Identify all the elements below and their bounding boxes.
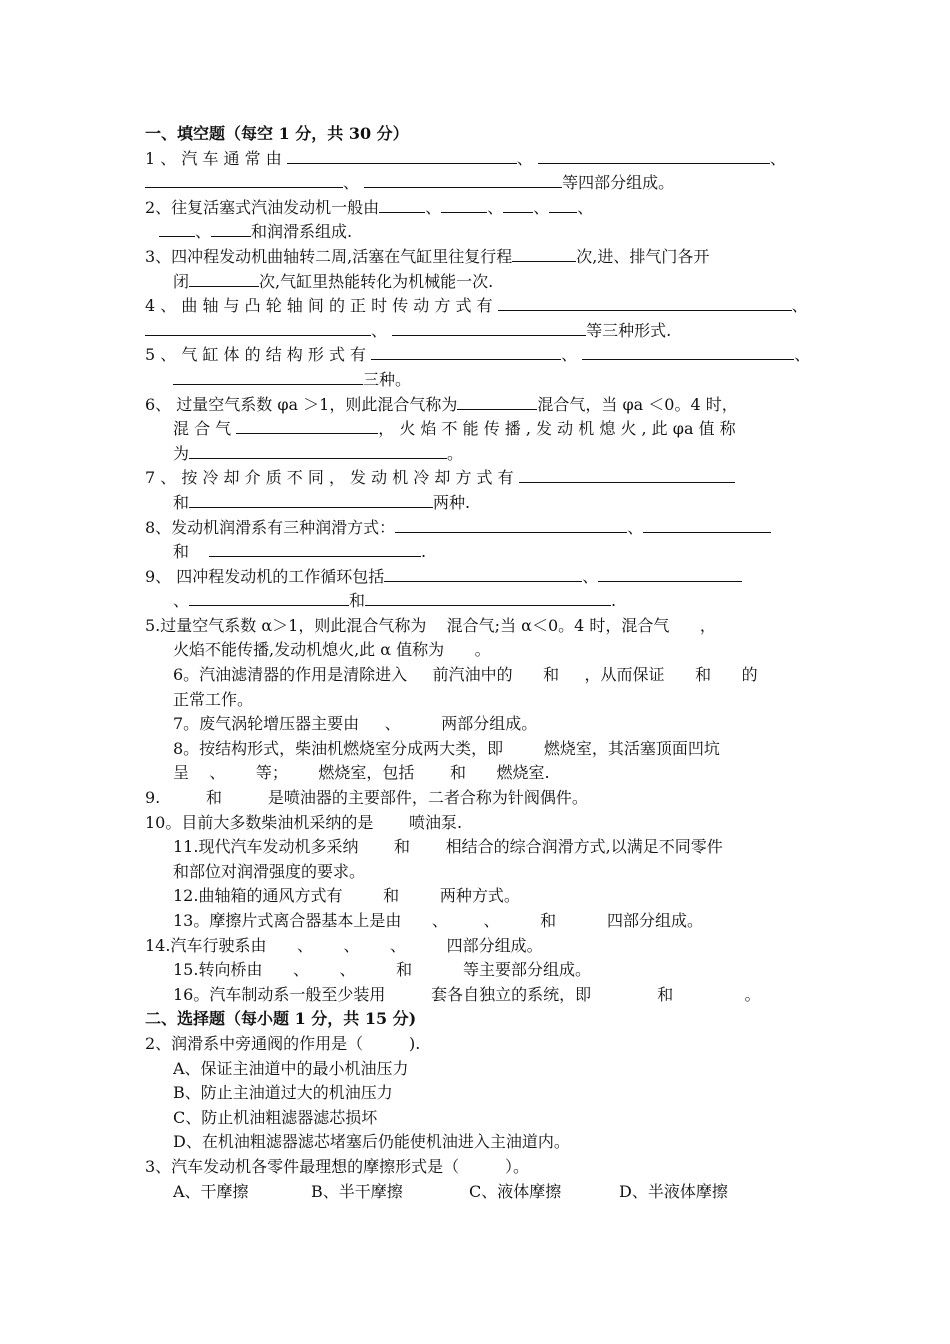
paragraph-11-line-2: 和部位对润滑强度的要求。 [173, 861, 366, 881]
blank[interactable] [457, 394, 537, 410]
question-4-text: 4 、 曲 轴 与 凸 轮 轴 间 的 正 时 传 动 方 式 有 [145, 296, 493, 316]
question-8-cont: 和 [173, 542, 190, 562]
paragraph-8-line-2: 呈 、 等； 燃烧室，包括 和 燃烧室. [173, 763, 550, 783]
separator: 、 [425, 197, 442, 217]
question-7-line-2 [145, 491, 825, 516]
paragraph-16: 16。汽车制动系一般至少装用 套各自独立的系统，即 和 。 [173, 984, 761, 1004]
separator: 、 [561, 345, 578, 365]
blank[interactable] [392, 320, 586, 336]
blank[interactable] [159, 221, 195, 237]
paragraph-6-line-2: 正常工作。 [173, 689, 254, 709]
paragraph-8-line-1: 8。按结构形式，柴油机燃烧室分成两大类，即 燃烧室，其活塞顶面凹坑 [173, 738, 720, 758]
question-2-line-1 [145, 196, 825, 221]
question-3-text: 3、四冲程发动机曲轴转二周,活塞在气缸里往复行程 [145, 246, 513, 266]
exam-page [145, 122, 825, 1204]
blank[interactable] [173, 369, 363, 385]
blank[interactable] [189, 492, 433, 508]
blank[interactable] [145, 172, 343, 188]
mc-question-2: 2、润滑系中旁通阀的作用是（ ). [145, 1033, 421, 1053]
paragraph-10: 10。目前大多数柴油机采纳的是 喷油泵. [145, 812, 463, 832]
mc-question-2-option-d: D、在机油粗滤器滤芯堵塞后仍能使机油进入主油道内。 [173, 1132, 570, 1152]
separator: 、 [173, 591, 190, 611]
question-8-line-1 [145, 516, 825, 541]
question-5-text: 5 、 气 缸 体 的 结 构 形 式 有 [145, 345, 367, 365]
question-4-tail: 等三种形式. [586, 320, 672, 340]
paragraph-15: 15.转向桥由 、 、 和 等主要部分组成。 [173, 960, 592, 980]
mc-question-3-option-d: D、半液体摩擦 [619, 1181, 728, 1201]
question-8-text: 8、发动机润滑系有三种润滑方式： [145, 517, 396, 537]
blank[interactable] [549, 197, 577, 213]
paragraph-7: 7。废气涡轮增压器主要由 、 两部分组成。 [173, 714, 538, 734]
blank[interactable] [211, 221, 251, 237]
mc-question-2-option-a: A、保证主油道中的最小机油压力 [173, 1058, 409, 1078]
question-9-line-1 [145, 565, 825, 590]
blank[interactable] [384, 566, 582, 582]
blank[interactable] [519, 467, 735, 483]
blank[interactable] [364, 172, 562, 188]
question-3-cont: 闭 [173, 271, 190, 291]
separator: 、 [516, 148, 533, 168]
question-3-line-1 [145, 245, 825, 270]
separator: 、 [195, 222, 212, 242]
question-5-line-2 [145, 368, 825, 393]
question-5-tail: 三种。 [363, 369, 412, 389]
blank[interactable] [512, 246, 576, 262]
question-9-line-2 [145, 589, 825, 614]
separator: 、 [577, 197, 594, 217]
question-6-line-2 [145, 417, 825, 442]
question-3-mid: 次,进、排气门各开 [576, 246, 710, 266]
question-6-tail: 。 [447, 443, 464, 463]
question-7-cont: 和 [173, 492, 190, 512]
blank[interactable] [189, 590, 349, 606]
question-3-tail: 次,气缸里热能转化为机械能一次. [259, 271, 494, 291]
mc-question-3-option-b: B、半干摩擦 [311, 1181, 403, 1201]
blank[interactable] [598, 566, 742, 582]
blank[interactable] [365, 590, 611, 606]
mc-question-3-option-c: C、液体摩擦 [469, 1181, 562, 1201]
blank[interactable] [498, 295, 792, 311]
section-2-heading: 二、选择题（每小题 1 分，共 15 分) [145, 1009, 417, 1029]
blank[interactable] [209, 541, 421, 557]
separator: 、 [627, 517, 644, 537]
separator: 、 [582, 566, 599, 586]
mc-question-3-option-a: A、干摩擦 [173, 1181, 249, 1201]
paragraph-11-line-1: 11.现代汽车发动机多采纳 和 相结合的综合润滑方式,以满足不同零件 [173, 837, 723, 857]
separator: 、 [533, 197, 550, 217]
separator: 、 [769, 148, 786, 168]
blank[interactable] [441, 197, 487, 213]
separator: 、 [794, 345, 811, 365]
question-6-line-1 [145, 393, 825, 418]
paragraph-13: 13。摩擦片式离合器基本上是由 、 、 和 四部分组成。 [173, 911, 704, 930]
paragraph-9: 9. 和 是喷油器的主要部件，二者合称为针阀偶件。 [145, 788, 588, 808]
blank[interactable] [371, 344, 561, 360]
question-5-line-1 [145, 343, 825, 368]
blank[interactable] [643, 517, 771, 533]
question-9-tail: . [611, 591, 617, 611]
question-4-line-1 [145, 294, 825, 319]
question-6-line-3 [145, 442, 825, 467]
question-1-text: 1 、 汽 车 通 常 由 [145, 148, 282, 168]
question-1-line-1 [145, 147, 825, 172]
paragraph-14: 14.汽车行驶系由 、 、 、 四部分组成。 [145, 935, 543, 955]
mc-question-3: 3、汽车发动机各零件最理想的摩擦形式是（ ）。 [145, 1156, 529, 1176]
question-4-line-2 [145, 319, 825, 344]
question-6-cont2: ， 火 焰 不 能 传 播 , 发 动 机 熄 火 , 此 φa 值 称 [378, 419, 736, 439]
blank[interactable] [503, 197, 533, 213]
separator: 、 [791, 296, 808, 316]
question-9-text: 9、 四冲程发动机的工作循环包括 [145, 566, 385, 586]
paragraph-5-line-1: 5.过量空气系数 α＞1，则此混合气称为 混合气;当 α＜0。4 时，混合气 ， [145, 615, 716, 635]
question-9-cont: 和 [349, 591, 366, 611]
question-1-line-2 [145, 171, 825, 196]
blank[interactable] [189, 443, 447, 459]
question-7-line-1 [145, 466, 825, 491]
question-6-cont: 混 合 气 [173, 419, 232, 439]
question-1-tail: 等四部分组成。 [562, 173, 675, 193]
question-6-mid: 混合气，当 φa ＜0。4 时， [537, 394, 738, 414]
question-7-text: 7 、 按 冷 却 介 质 不 同 ， 发 动 机 冷 却 方 式 有 [145, 468, 514, 488]
blank[interactable] [189, 271, 259, 287]
blank[interactable] [145, 320, 371, 336]
mc-question-3-options [145, 1180, 825, 1205]
question-8-tail: . [421, 542, 427, 562]
blank[interactable] [236, 418, 378, 434]
question-2-tail: 和润滑系组成. [251, 222, 353, 242]
question-3-line-2 [145, 270, 825, 295]
paragraph-5-line-2: 火焰不能传播,发动机熄火,此 α 值称为 。 [173, 640, 491, 660]
section-1-heading: 一、填空题（每空 1 分，共 30 分） [145, 124, 409, 143]
mc-question-2-option-c: C、防止机油粗滤器滤芯损坏 [173, 1107, 378, 1127]
question-2-text: 2、往复活塞式汽油发动机一般由 [145, 197, 380, 217]
paragraph-12: 12.曲轴箱的通风方式有 和 两种方式。 [173, 886, 520, 906]
question-6-text: 6、 过量空气系数 φa ＞1，则此混合气称为 [145, 394, 458, 414]
paragraph-6-line-1: 6。汽油滤清器的作用是清除进入 前汽油中的 和 ，从而保证 和 的 [173, 665, 758, 685]
question-8-line-2 [145, 540, 825, 565]
separator: 、 [371, 320, 388, 340]
question-7-tail: 两种. [433, 492, 471, 512]
blank[interactable] [538, 148, 770, 164]
question-6-cont3: 为 [173, 443, 190, 463]
question-2-line-2 [145, 220, 825, 245]
blank[interactable] [287, 148, 517, 164]
separator: 、 [487, 197, 504, 217]
separator: 、 [343, 173, 360, 193]
blank[interactable] [379, 197, 425, 213]
blank[interactable] [395, 517, 627, 533]
blank[interactable] [582, 344, 794, 360]
mc-question-2-option-b: B、防止主油道过大的机油压力 [173, 1083, 393, 1103]
